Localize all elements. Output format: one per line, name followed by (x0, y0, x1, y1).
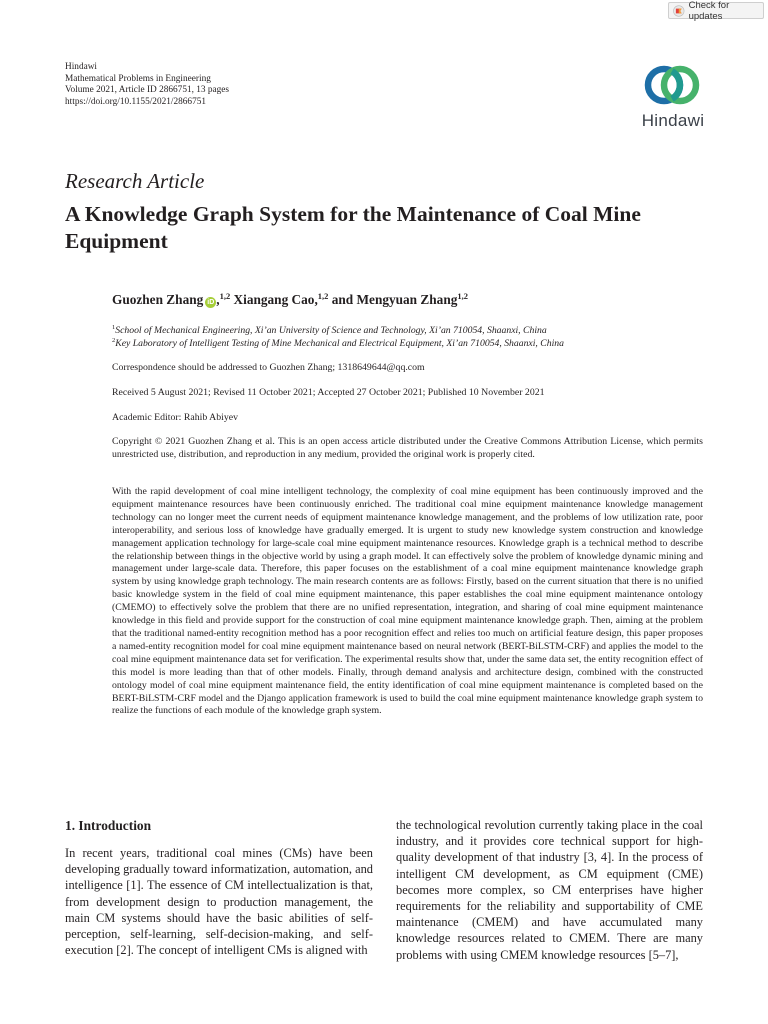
author-affiliation-sup: 1,2 (219, 291, 231, 301)
affiliation-text: Key Laboratory of Intelligent Testing of Mine Mechanical and Electrical Equipment, Xi’an 710054, Shaanxi, China (115, 338, 564, 349)
check-for-updates-button[interactable] (668, 0, 764, 22)
author-name[interactable]: Xiangang Cao, (230, 292, 318, 307)
article-type: Research Article (65, 169, 205, 193)
affiliation-line (112, 324, 547, 336)
copyright-notice: Copyright © 2021 Guozhen Zhang et al. This is an open access article distributed under the Creative Commons Attribution License, which permits unrestricted use, distribution, and reproduction in any medium, provided the original work is properly cited. (112, 436, 703, 460)
check-updates-icon (673, 5, 685, 17)
doi-link[interactable]: https://doi.org/10.1155/2021/2866751 (65, 96, 207, 107)
article-title: A Knowledge Graph System for the Maintenance of Coal Mine Equipment (65, 202, 641, 253)
orcid-icon[interactable]: iD (207, 299, 215, 306)
correspondence-line: Correspondence should be addressed to Guozhen Zhang; 1318649644@qq.com (112, 362, 425, 373)
author-list (112, 291, 468, 308)
affiliation-number: 1 (112, 324, 116, 331)
section-heading: 1. Introduction (65, 818, 152, 833)
affiliation-text: School of Mechanical Engineering, Xi’an University of Science and Technology, Xi’an 710054, Shaanxi, China (115, 325, 547, 336)
affiliation-number: 2 (112, 337, 116, 344)
author-affiliation-sup: 1,2 (317, 291, 329, 301)
academic-editor: Academic Editor: Rahib Abiyev (112, 412, 238, 423)
author-name[interactable]: Guozhen Zhang (112, 292, 204, 307)
hindawi-logo (634, 59, 710, 133)
author-name[interactable]: and Mengyuan Zhang (328, 292, 458, 307)
check-for-updates-label: Check for updates (688, 0, 730, 22)
dates-line: Received 5 August 2021; Revised 11 October 2021; Accepted 27 October 2021; Published 10 November 2021 (112, 387, 545, 398)
hindawi-logo-text: Hindawi (641, 111, 705, 130)
affiliation-line (112, 337, 564, 349)
journal-header (65, 62, 229, 108)
volume-info: Volume 2021, Article ID 2866751, 13 pages (65, 85, 230, 96)
author-separator: , (216, 292, 220, 307)
author-affiliation-sup: 1,2 (457, 291, 468, 301)
body-column-left: In recent years, traditional coal mines (CMs) have been developing gradually toward informatization, automation, and intelligence [1]. The essence of CM intellectualization is that, from development design to production management, the main CM systems should have the basic abilities of self-perception, self-learning, self-decision-making, and self-execution [2]. The concept of intelligent CMs is aligned with (65, 846, 373, 958)
abstract-text: With the rapid development of coal mine intelligent technology, the complexity of coal mine equipment has been continuously improved and the equipment maintenance resources have been continuously enriched. The traditional coal mine equipment maintenance knowledge management technology can no longer meet the current needs of equipment maintenance knowledge management, and the problems of low utilization rate, poor interoperability, and serious loss of knowledge have gradually emerged. It is urgent to study new knowledge system construction and knowledge management application technology for large-scale coal mine equipment maintenance resources. Knowledge graph is a technical method to describe the relationship between things in the objective world by using a graph model. It can effectively solve the problem of knowledge dynamic mining and management under large-scale data. Therefore, this paper focuses on the establishment of a coal mine equipment maintenance knowledge graph system by using knowledge graph technology. The main research contents are as follows: Firstly, based on the current situation that there is no unified basic knowledge system in the field of coal mine equipment maintenance, this paper establishes the coal mine equipment maintenance ontology (CMEMO) to effectively solve the problem that there are no unified representation, integration, and sharing of coal mine equipment maintenance knowledge in this field and provide support for the construction of coal mine equipment maintenance knowledge graph. Then, aiming at the problem that the traditional named-entity recognition method has a poor recognition effect and relies too much on artificial feature design, this paper proposes a named-entity recognition model for coal mine equipment maintenance based on neural network (BERT-BiLSTM-CRF) and applies the model to the coal mine equipment maintenance data set for verification. The experimental results show that, under the same data set, the entity recognition effect of this model is more leading than that of other models. Finally, through demand analysis and architecture design, combined with the constructed ontology model of coal mine equipment maintenance field, the entity identification of coal mine equipment maintenance is completed based on the BERT-BiLSTM-CRF model and the Django application framework is used to build the coal mine equipment maintenance knowledge graph system to realize the functions of each module of the knowledge graph system. (112, 486, 703, 717)
hindawi-logo-mark-icon (634, 59, 710, 111)
publisher-name: Hindawi (65, 62, 98, 72)
journal-name: Mathematical Problems in Engineering (65, 73, 211, 84)
body-column-right: the technological revolution currently taking place in the coal industry, and it provides core technical support for high-quality development of that industry [3, 4]. In the process of intelligent CM development, as CM equipment (CME) becomes more complex, so CM enterprises have higher requirements for the reliability and supportability of CME maintenance (CMEM) and have accumulated many knowledge resources related to CMEM. There are many problems with using CMEM knowledge resources [5–7], (396, 818, 703, 962)
